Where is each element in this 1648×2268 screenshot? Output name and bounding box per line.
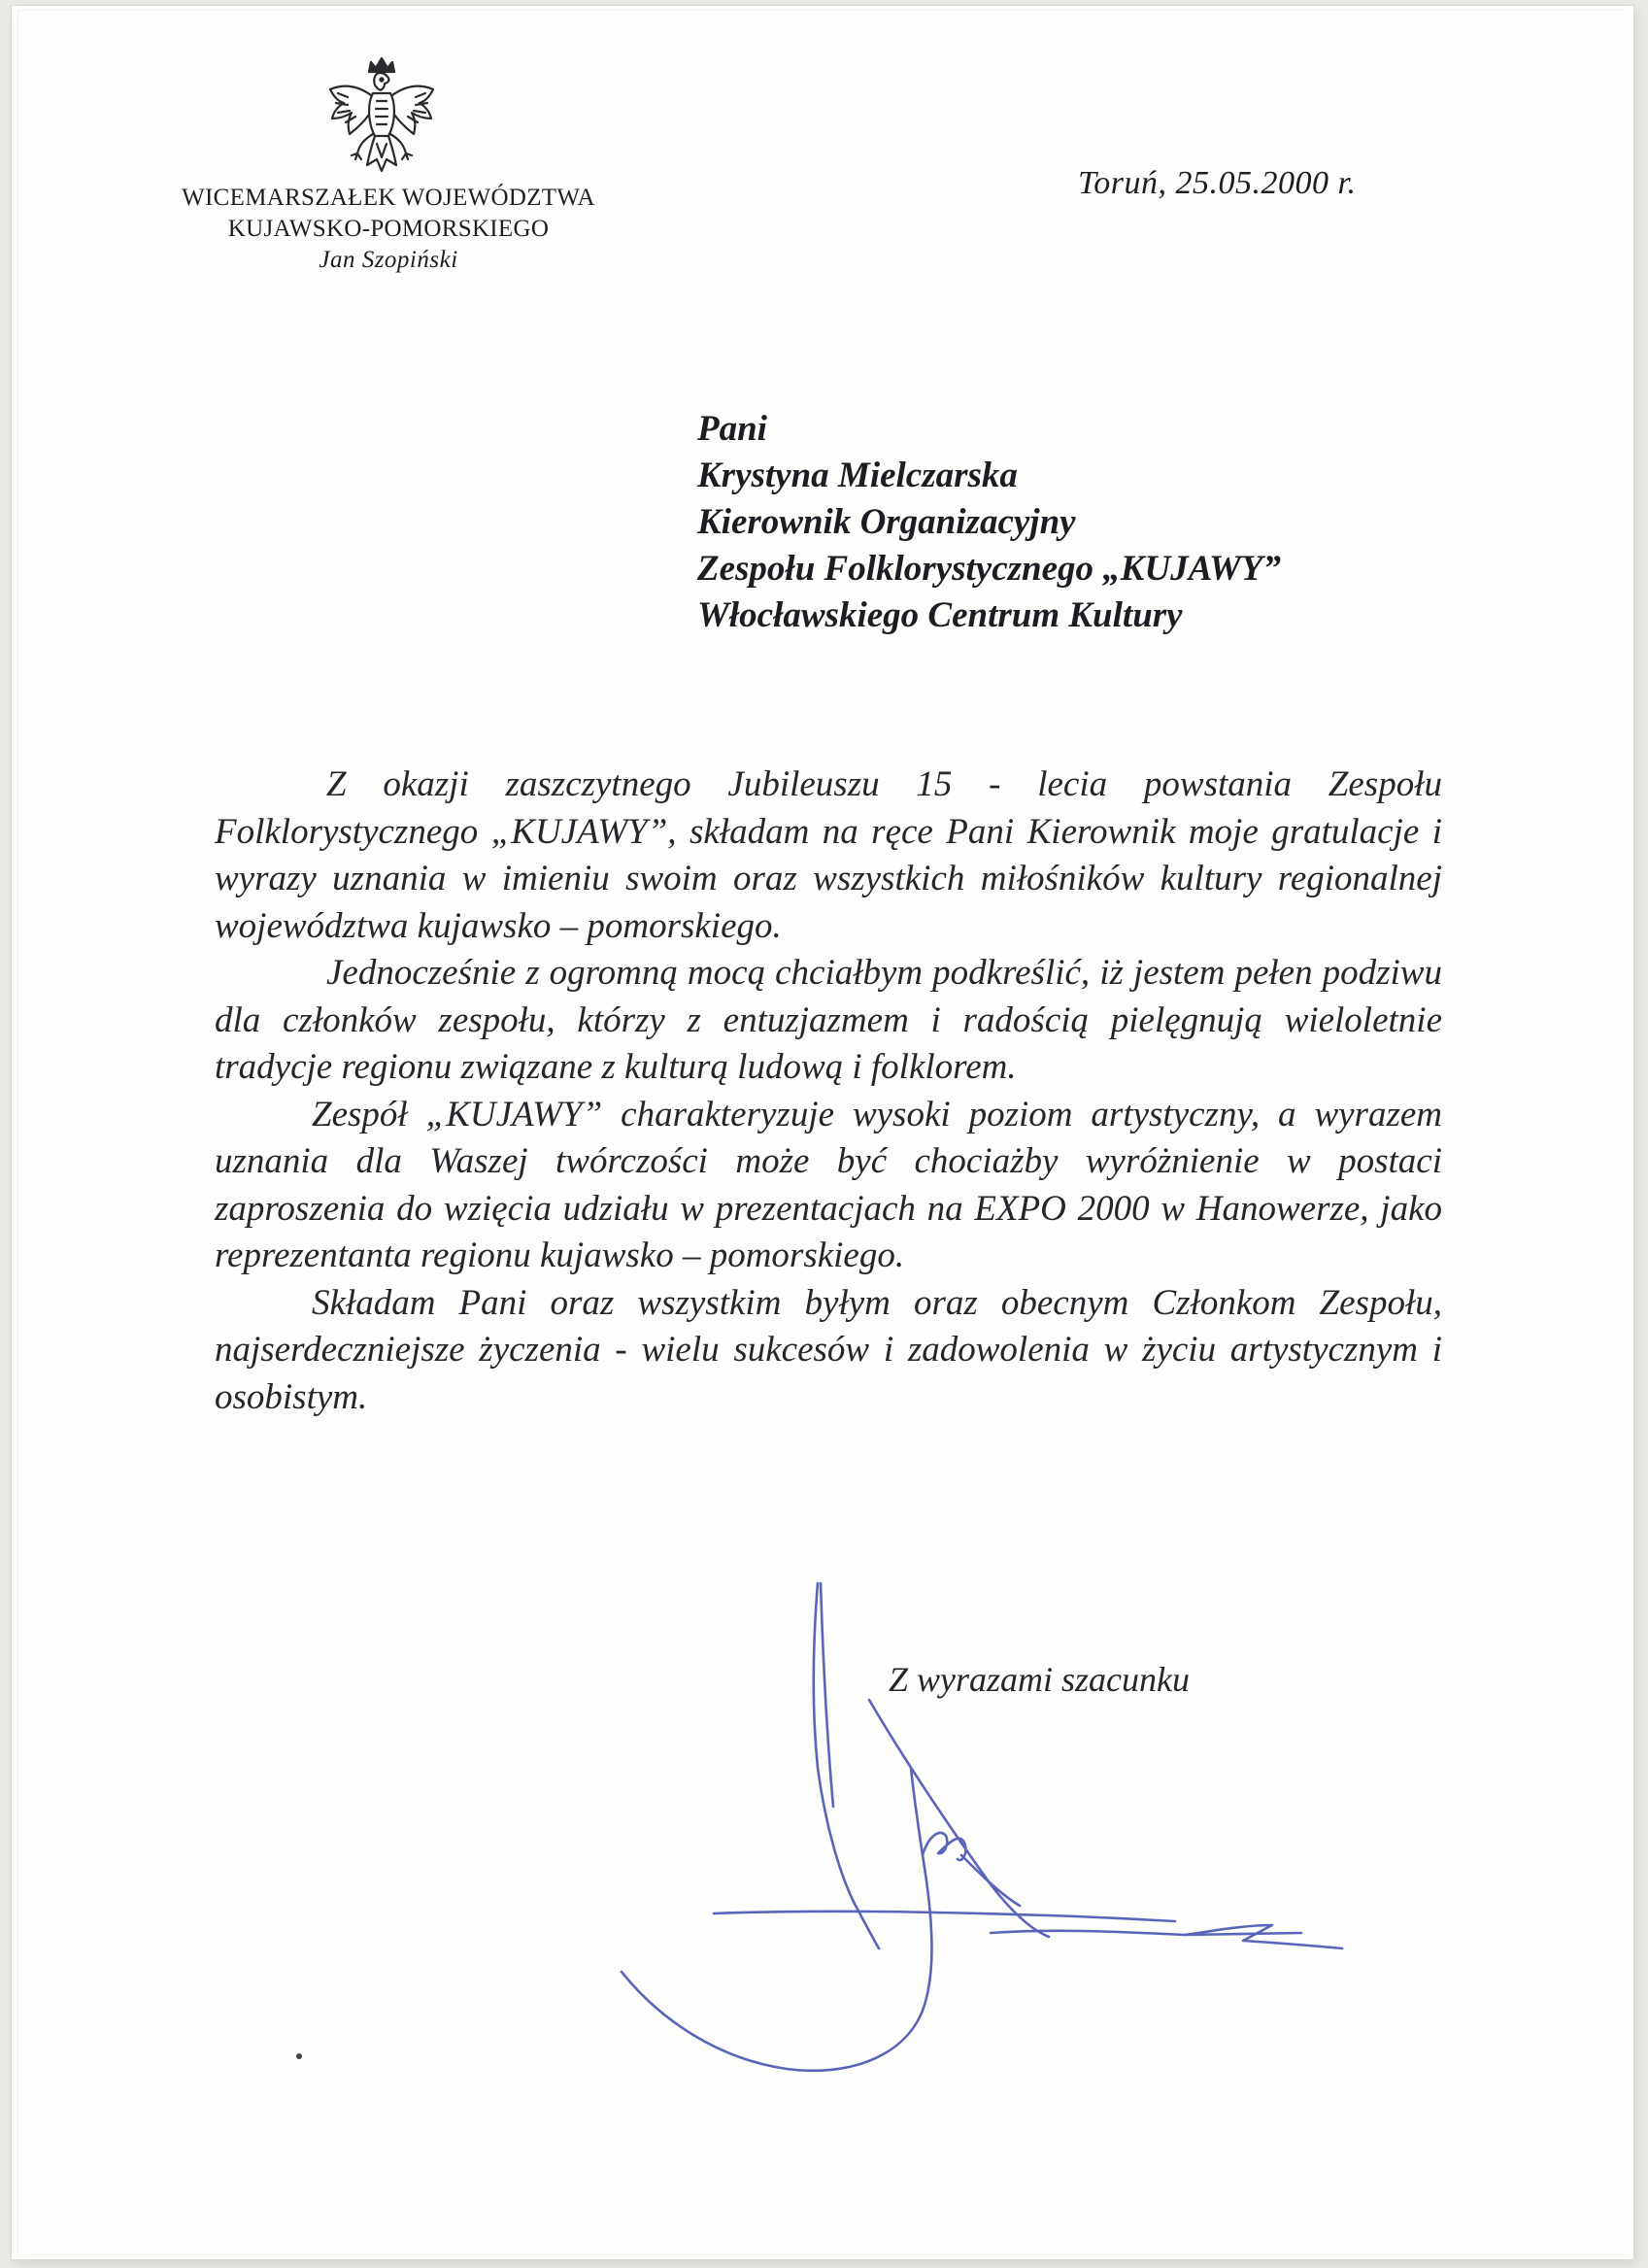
issuer-title-line2: KUJAWSKO-POMORSKIEGO [227, 216, 550, 242]
handwritten-signature [505, 1564, 1379, 2108]
body-paragraph-2: Jednocześnie z ogromną mocą chciałbym podkreślić, iż jestem pełen podziwu dla członków zespołu, którzy z entuzjazmem i radością pielęgnują wieloletnie tradycje regionu związane z kulturą ludową i folklorem. [215, 953, 1442, 1087]
body-paragraph-4: Składam Pani oraz wszystkim byłym oraz obecnym Członkom Zespołu, najserdeczniejsze życzenia - wielu sukcesów i zadowolenia w życiu artystycznym i osobistym. [215, 1282, 1442, 1417]
recipient-address [697, 406, 1281, 639]
polish-eagle-emblem-icon [309, 51, 454, 196]
issuer-name: Jan Szopiński [319, 247, 458, 273]
letter-body [215, 762, 1442, 1421]
closing-phrase: Z wyrazami szacunku [889, 1660, 1191, 1699]
recipient-salutation: Pani [697, 409, 767, 449]
recipient-institution: Włocławskiego Centrum Kultury [697, 595, 1183, 635]
body-paragraph-1: Z okazji zaszczytnego Jubileuszu 15 - lecia powstania Zespołu Folklorystycznego „KUJAWY”, składam na ręce Pani Kierownik moje gratulacje i wyrazy uznania w imieniu swoim oraz wszystkich miłośników kultury regionalnej województwa kujawsko – pomorskiego. [215, 764, 1442, 946]
recipient-name: Krystyna Mielczarska [697, 456, 1018, 495]
place-and-date: Toruń, 25.05.2000 r. [1078, 165, 1357, 201]
issuer-block [155, 183, 622, 276]
ink-dot [296, 2053, 302, 2059]
issuer-title-line1: WICEMARSZAŁEK WOJEWÓDZTWA [182, 185, 595, 211]
recipient-organization: Zespołu Folklorystycznego „KUJAWY” [697, 549, 1281, 589]
recipient-position: Kierownik Organizacyjny [697, 502, 1076, 542]
body-paragraph-3: Zespół „KUJAWY” charakteryzuje wysoki poziom artystyczny, a wyrazem uznania dla Waszej twórczości może być chociażby wyróżnienie w postaci zaproszenia do wzięcia udziału w prezentacjach na EXPO 2000 w Hanowerze, jako reprezentanta regionu kujawsko – pomorskiego. [215, 1094, 1442, 1275]
